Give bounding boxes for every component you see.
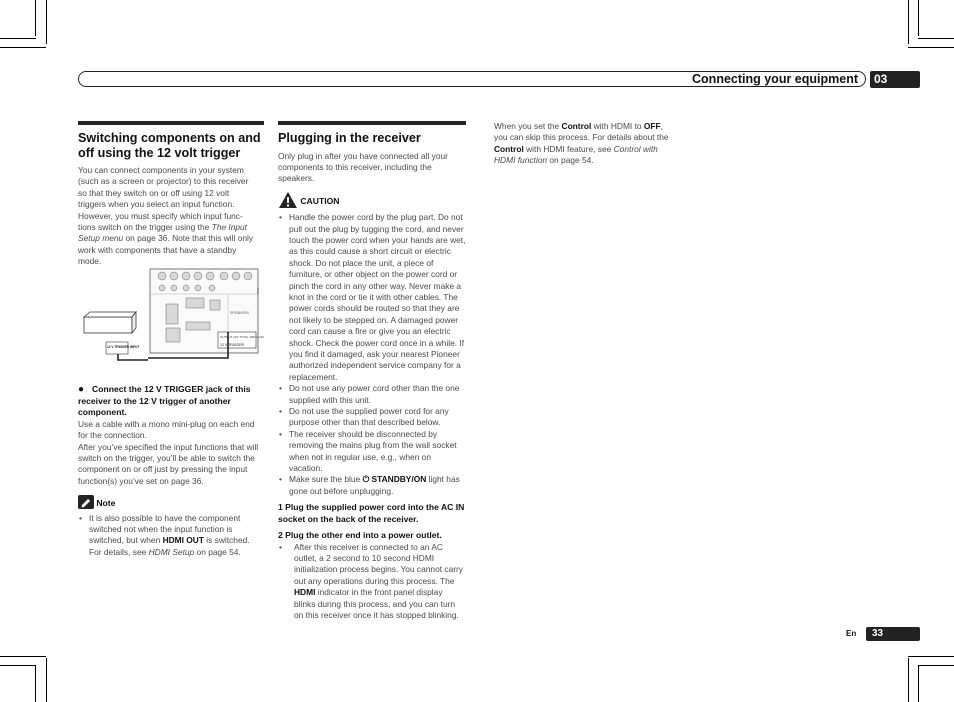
- list-item: • After this receiver is connected to an AC outlet, a 2 second to 10 second HDMI initialization process begins. You cannot carry out any operations during this process. The HDMI indicator in the front panel display blinks during this process, and you can turn on this receiver once it has stopped blinking.: [278, 542, 466, 622]
- note-block: [78, 495, 264, 558]
- intro-paragraph: You can connect components in your system (such as a screen or projector) to this receiver so that they switch on or off using 12 volt triggers when you select an input function. However, you must specify which input func- tions switch on the trigger using the The Input Setup menu on page 36. Note that this will only work with components that have a standby mode.: [78, 165, 254, 267]
- list-item: • Handle the power cord by the plug part. Do not pull out the plug by tugging the cord, and never touch the power cord when your hands are wet, as this could cause a short circuit or electric shock. Do not place the unit, a piece of furniture, or other object on the power cord or pinch the cord in any other way. Never make a knot in the cord or tie it with other cables. The power cords should be routed so that they are not likely to be stepped on. A damaged power cord can cause a fire or give you an electric shock. Check the power cord once in a while. If you find it damaged, ask your nearest Pioneer authorized independent service company for a replacement.: [278, 212, 466, 383]
- list-item: • It is also possible to have the component switched not when the input function is switched, but when HDMI OUT is switched. For details, see HDMI Setup on page 54.: [78, 513, 264, 559]
- list-item: • The receiver should be disconnected by removing the mains plug from the wall socket when not in regular use, e.g., when on vacation.: [278, 429, 466, 475]
- column-left: [78, 121, 264, 268]
- paragraph: When you set the Control with HDMI to OFF, you can skip this process. For details about the Control with HDMI feature, see Control with HDMI function on page 54.: [494, 121, 669, 166]
- note-pencil-icon: [78, 495, 94, 512]
- note-label: Note: [96, 498, 116, 509]
- list-item: • Do not use any power cord other than the one supplied with this unit.: [278, 383, 466, 406]
- crop-mark: [35, 666, 36, 702]
- connection-diagram: [78, 264, 264, 376]
- crop-mark: [908, 656, 954, 657]
- crop-mark: [918, 666, 919, 702]
- crop-mark: [908, 658, 909, 702]
- crop-mark: [908, 47, 954, 48]
- caution-header: [278, 191, 466, 212]
- heading-rule: [278, 121, 466, 125]
- chapter-number: 03: [870, 71, 920, 88]
- intro-paragraph: Only plug in after you have connected all your components to this receiver, including the speakers.: [278, 150, 448, 184]
- bullet-dot-icon: ●: [78, 384, 85, 395]
- heading-plugging-in: Plugging in the receiver: [278, 131, 421, 145]
- paragraph: Use a cable with a mono mini-plug on each end for the connection.: [78, 418, 255, 441]
- trigger-jack-label: 12 V TRIGGER: [220, 343, 245, 347]
- crop-mark: [0, 38, 36, 39]
- caution-label: CAUTION: [300, 195, 340, 206]
- crop-mark: [0, 656, 46, 657]
- warning-triangle-icon: [278, 191, 298, 212]
- column-middle: [278, 121, 466, 621]
- crop-mark: [35, 0, 36, 36]
- crop-mark: [908, 0, 909, 44]
- caution-list: [278, 212, 466, 497]
- crop-mark: [46, 658, 47, 702]
- trigger-input-label: 12 V TRIGGER INPUT: [107, 345, 140, 349]
- language-label: En: [846, 629, 857, 638]
- crop-mark: [0, 665, 36, 666]
- section-title: Connecting your equipment: [692, 72, 858, 86]
- column-left-lower: [78, 384, 264, 558]
- column-right: [494, 121, 674, 167]
- heading-rule: [78, 121, 264, 125]
- bullet-heading: ● Connect the 12 V TRIGGER jack of this receiver to the 12 V trigger of another component.: [78, 384, 251, 418]
- note-list: [78, 513, 264, 559]
- list-item: • Make sure the blue ⏻ STANDBY/ON light has gone out before unplugging.: [278, 474, 466, 497]
- step-2: 2 Plug the other end into a power outlet.: [278, 530, 442, 541]
- paragraph: After you’ve specified the input functions that will switch on the trigger, you’ll be able to switch the component on or off just by pressing the input function(s) you’ve set on page 36.: [78, 441, 259, 486]
- step-1: 1 Plug the supplied power cord into the AC IN socket on the back of the receiver.: [278, 502, 465, 524]
- list-item: • Do not use the supplied power cord for any purpose other than that described below.: [278, 406, 466, 429]
- crop-mark: [918, 0, 919, 36]
- page-number: 33: [866, 627, 920, 641]
- output-rating-label: OUTPUT 12V TOTAL 150mA MAX: [220, 335, 264, 339]
- crop-mark: [918, 38, 954, 39]
- crop-mark: [0, 47, 46, 48]
- power-icon: ⏻: [362, 474, 370, 485]
- speakers-panel-label: SPEAKERS: [230, 311, 249, 315]
- crop-mark: [918, 665, 954, 666]
- crop-mark: [46, 0, 47, 44]
- heading-12v-trigger: Switching components on and off using the 12 volt trigger: [78, 131, 261, 160]
- rear-panel-illustration: [78, 264, 264, 376]
- step-2-list: [278, 542, 466, 622]
